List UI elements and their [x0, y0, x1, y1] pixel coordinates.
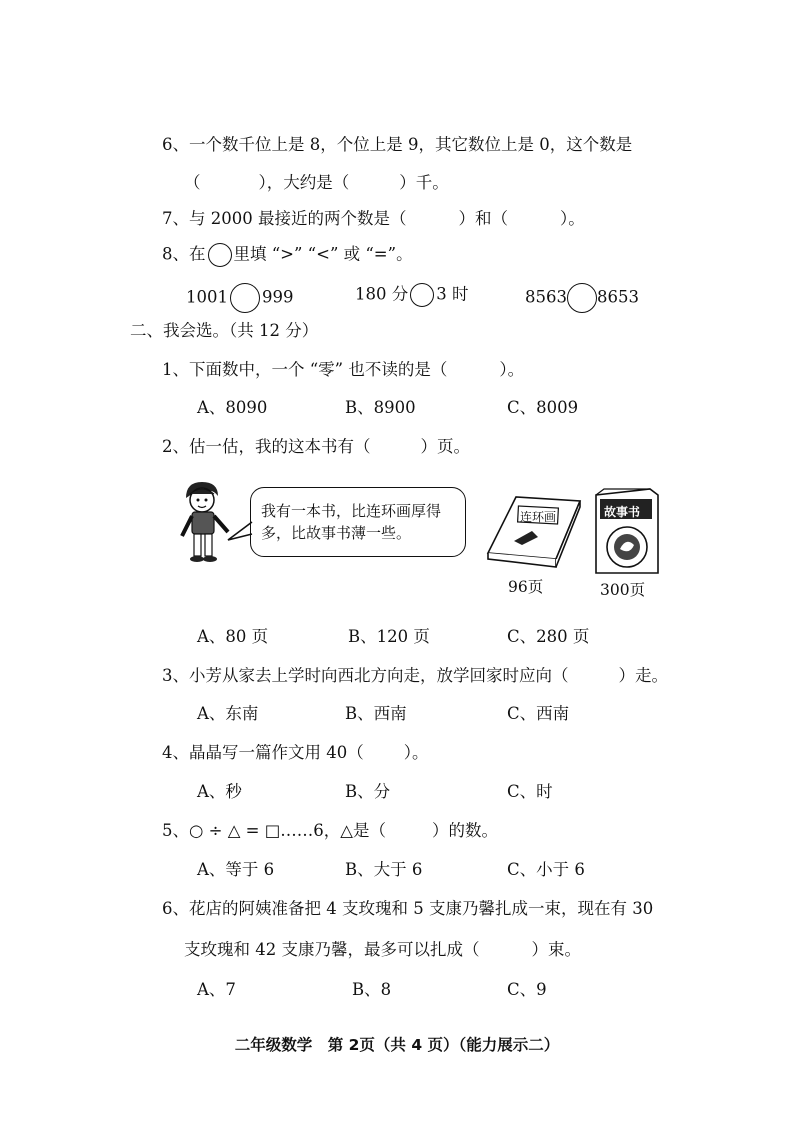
question-text: 支玫瑰和 42 支康乃馨，最多可以扎成（: [184, 940, 480, 959]
compare-circle[interactable]: [410, 283, 434, 307]
question-text: 5、○ ÷ △ = □……6，△是（: [162, 821, 386, 840]
comic-book-title: 连环画: [520, 510, 557, 524]
question-text: 3、小芳从家去上学时向西北方向走，放学回家时应向（: [162, 666, 569, 685]
bubble-text-line-1: 我有一本书，比连环画厚得: [261, 502, 442, 520]
question-text-end: ）走。: [618, 666, 668, 685]
option-b[interactable]: B、大于 6: [345, 860, 423, 879]
story-book-title: 故事书: [604, 505, 641, 519]
question-6-text: ），大约是（: [258, 173, 350, 192]
question-text: 2、估一估，我的这本书有（: [162, 437, 371, 456]
question-6-line-2: [184, 172, 449, 194]
compare-right: 999: [262, 287, 294, 307]
question-7-text: 7、与 2000 最接近的两个数是（: [162, 209, 407, 228]
question-8: [162, 243, 413, 267]
question-text-end: ）的数。: [432, 821, 498, 840]
option-c[interactable]: C、280 页: [507, 627, 590, 646]
compare-left: 8563: [525, 287, 567, 307]
question-8-text: 8、在: [162, 244, 206, 264]
option-a[interactable]: A、东南: [197, 704, 259, 723]
option-c[interactable]: C、8009: [507, 398, 579, 417]
compare-left: 180 分: [355, 284, 409, 304]
option-c[interactable]: C、西南: [507, 704, 570, 723]
choice-question-6-line-2: [184, 939, 581, 961]
option-c[interactable]: C、9: [507, 980, 547, 999]
compare-item-1: [186, 283, 294, 313]
option-a[interactable]: A、等于 6: [197, 860, 275, 879]
choice-question-2: [162, 436, 470, 458]
option-a[interactable]: A、80 页: [197, 627, 269, 646]
question-6-line-1: 6、一个数千位上是 8，个位上是 9，其它数位上是 0，这个数是: [162, 135, 633, 154]
circle-icon: [208, 243, 232, 267]
comic-book-icon: [486, 493, 582, 571]
compare-right: 8653: [597, 287, 639, 307]
option-a[interactable]: A、8090: [197, 398, 268, 417]
compare-right: 3 时: [436, 284, 469, 304]
comic-book-pages: 96页: [508, 578, 544, 596]
compare-left: 1001: [186, 287, 228, 307]
option-b[interactable]: B、分: [345, 782, 391, 801]
option-c[interactable]: C、时: [507, 782, 553, 801]
question-8-text: 里填 “>” “<” 或 “=”。: [233, 244, 413, 264]
option-a[interactable]: A、秒: [197, 782, 242, 801]
speech-bubble: [250, 487, 466, 557]
choice-question-6-line-1: 6、花店的阿姨准备把 4 支玫瑰和 5 支康乃馨扎成一束，现在有 30: [162, 899, 654, 918]
question-text-end: ）页。: [420, 437, 470, 456]
question-7-text: ）和（: [458, 209, 508, 228]
choice-question-5: [162, 820, 498, 842]
option-a[interactable]: A、7: [197, 980, 236, 999]
compare-item-3: [525, 283, 639, 313]
section-title: 二、我会选。（共 12 分）: [130, 321, 319, 340]
question-7: [162, 208, 585, 230]
option-b[interactable]: B、8900: [345, 398, 416, 417]
bubble-text-line-2: 多，比故事书薄一些。: [261, 524, 412, 542]
option-b[interactable]: B、8: [352, 980, 392, 999]
question-text-end: ）。: [403, 743, 429, 762]
option-b[interactable]: B、120 页: [348, 627, 430, 646]
question-6-text-end: ）千。: [399, 173, 449, 192]
choice-question-4: [162, 742, 429, 764]
option-b[interactable]: B、西南: [345, 704, 407, 723]
story-book-icon: [588, 487, 660, 577]
question-text-end: ）。: [499, 360, 525, 379]
compare-item-2: [355, 283, 469, 307]
choice-question-1: [162, 359, 524, 381]
paren-open: （: [184, 173, 201, 192]
option-c[interactable]: C、小于 6: [507, 860, 585, 879]
compare-circle[interactable]: [230, 283, 260, 313]
page-footer: 二年级数学 第 2页（共 4 页）（能力展示二）: [234, 1036, 560, 1054]
question-text-end: ）束。: [531, 940, 581, 959]
question-text: 4、晶晶写一篇作文用 40（: [162, 743, 364, 762]
choice-question-3: [162, 665, 668, 687]
compare-circle[interactable]: [567, 283, 597, 313]
story-book-pages: 300页: [600, 581, 646, 599]
question-7-text-end: ）。: [559, 209, 585, 228]
question-text: 1、下面数中，一个 “零” 也不读的是（: [162, 360, 448, 379]
